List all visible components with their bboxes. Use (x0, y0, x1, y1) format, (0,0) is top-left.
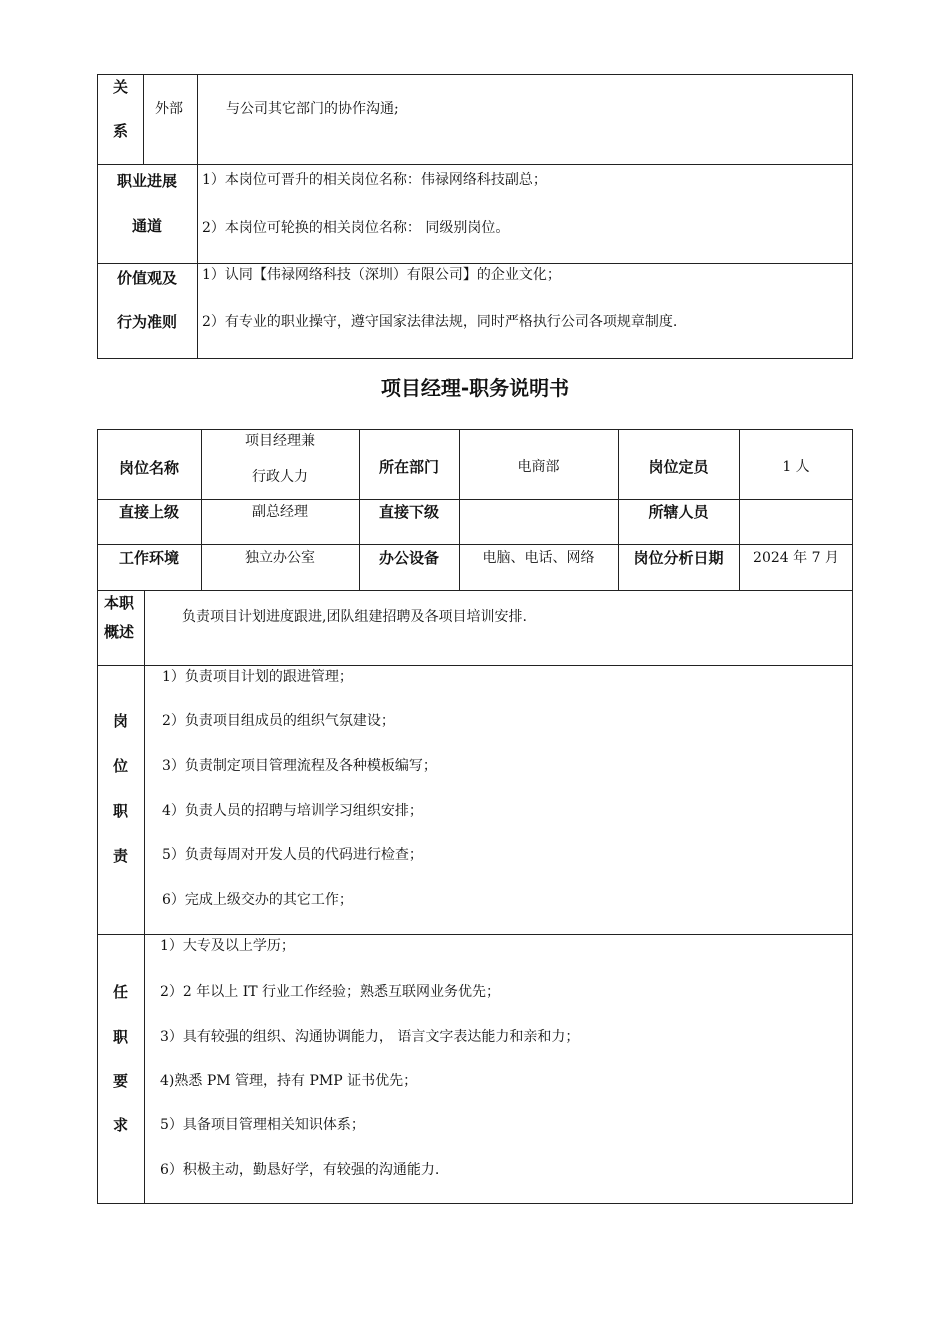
duty-item: 6）完成上级交办的其它工作； (162, 892, 353, 908)
position-name-value: 项目经理兼 (245, 433, 315, 449)
headcount-label: 岗位定员 (648, 458, 709, 476)
values-label: 行为准则 (116, 313, 177, 331)
managed-label: 所辖人员 (648, 503, 709, 521)
requirements-label-char: 求 (112, 1116, 128, 1134)
requirement-item: 3）具有较强的组织、沟通协调能力， 语言文字表达能力和亲和力； (160, 1029, 580, 1045)
requirement-item: 2）2 年以上 IT 行业工作经验；熟悉互联网业务优先； (160, 984, 501, 1000)
external-text: 与公司其它部门的协作沟通; (226, 101, 399, 117)
duties-label-char: 责 (112, 847, 128, 865)
superior-label: 直接上级 (118, 503, 179, 521)
requirements-label-char: 任 (112, 983, 128, 1001)
values-item: 2）有专业的职业操守，遵守国家法律法规，同时严格执行公司各项规章制度. (202, 314, 678, 330)
requirements-label-char: 职 (112, 1028, 128, 1046)
duty-item: 4）负责人员的招聘与培训学习组织安排； (162, 803, 423, 819)
relation-label-char: 系 (113, 122, 129, 140)
subordinate-label: 直接下级 (378, 503, 439, 521)
analysis-date-value: 2024 年 7 月 (753, 550, 839, 566)
environment-label: 工作环境 (118, 549, 179, 567)
department-label: 所在部门 (378, 458, 439, 476)
requirements-label-char: 要 (112, 1072, 128, 1090)
requirement-item: 1）大专及以上学历； (160, 938, 295, 954)
position-name-value: 行政人力 (252, 469, 308, 485)
values-item: 1）认同【伟禄网络科技（深圳）有限公司】的企业文化； (202, 267, 561, 283)
summary-label: 本职 (104, 594, 135, 612)
summary-label: 概述 (104, 623, 135, 641)
duty-item: 3）负责制定项目管理流程及各种模板编写； (162, 758, 437, 774)
career-item: 1）本岗位可晋升的相关岗位名称：伟禄网络科技副总； (202, 172, 547, 188)
requirement-item: 4)熟悉 PM 管理，持有 PMP 证书优先； (160, 1073, 418, 1089)
external-label: 外部 (155, 101, 183, 117)
duty-item: 1）负责项目计划的跟进管理； (162, 669, 353, 685)
duties-label-char: 岗 (112, 712, 128, 730)
equipment-value: 电脑、电话、网络 (482, 550, 595, 566)
relation-label-char: 关 (113, 78, 129, 96)
values-label: 价值观及 (116, 269, 177, 287)
requirement-item: 6）积极主动，勤恳好学，有较强的沟通能力. (160, 1162, 440, 1178)
analysis-date-label: 岗位分析日期 (633, 549, 724, 567)
duties-label-char: 位 (112, 757, 128, 775)
requirement-item: 5）具备项目管理相关知识体系； (160, 1117, 365, 1133)
superior-value: 副总经理 (252, 504, 308, 520)
summary-text: 负责项目计划进度跟进,团队组建招聘及各项目培训安排. (182, 609, 527, 625)
duty-item: 5）负责每周对开发人员的代码进行检查； (162, 847, 423, 863)
duty-item: 2）负责项目组成员的组织气氛建设； (162, 713, 395, 729)
page-title: 项目经理-职务说明书 (380, 376, 570, 400)
position-name-label: 岗位名称 (118, 459, 179, 477)
equipment-label: 办公设备 (378, 549, 439, 567)
career-label: 职业进展 (116, 172, 177, 190)
career-label: 通道 (131, 217, 162, 235)
environment-value: 独立办公室 (245, 550, 315, 566)
duties-label-char: 职 (112, 802, 128, 820)
department-value: 电商部 (517, 459, 560, 475)
headcount-value: 1 人 (782, 459, 810, 475)
career-item: 2）本岗位可轮换的相关岗位名称： 同级别岗位。 (202, 220, 510, 236)
